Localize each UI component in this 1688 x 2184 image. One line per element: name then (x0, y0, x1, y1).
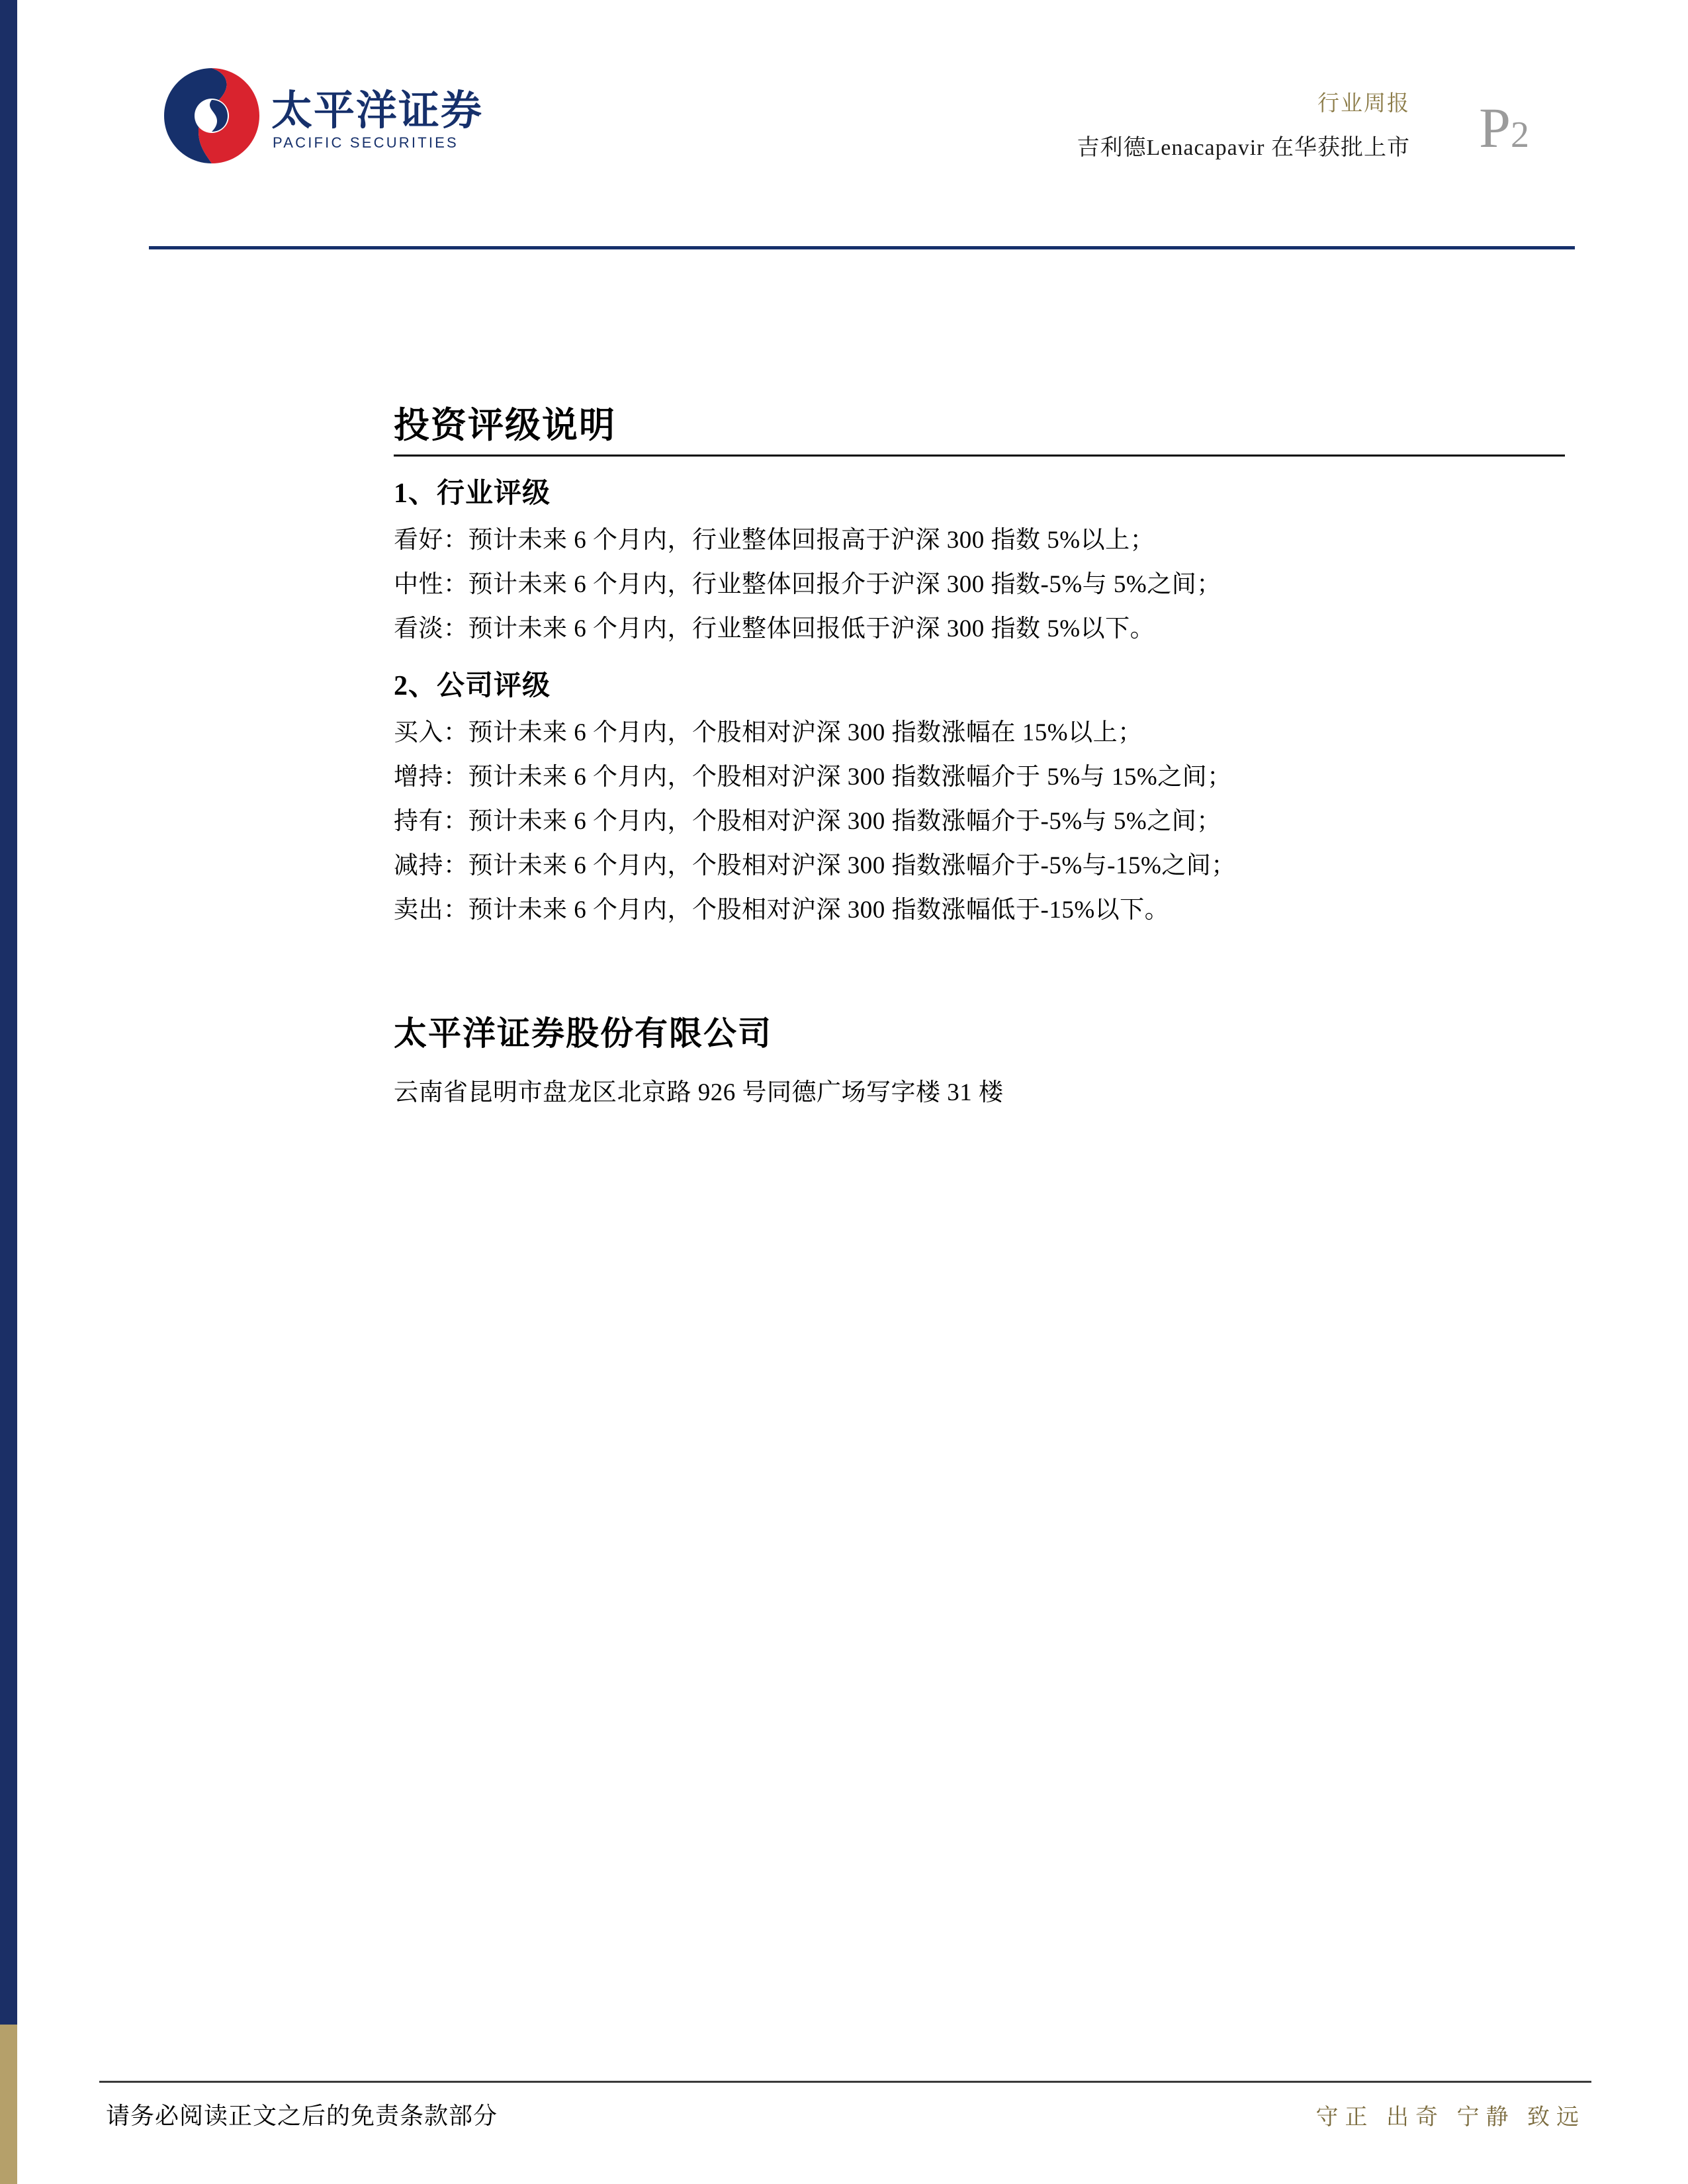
document-kind: 行业周报 (1317, 92, 1410, 116)
footer-divider (99, 2081, 1591, 2083)
rating-line: 减持：预计未来 6 个月内，个股相对沪深 300 指数涨幅介于-5%与-15%之间； (394, 852, 1236, 880)
title-divider (394, 455, 1565, 457)
group-heading-industry: 1、行业评级 (394, 478, 551, 509)
rating-line: 看好：预计未来 6 个月内，行业整体回报高于沪深 300 指数 5%以上； (394, 527, 1155, 554)
brand-name-cn: 太平洋证券 (271, 89, 484, 134)
pacific-securities-logo-icon (159, 63, 265, 169)
footer-disclaimer: 请务必阅读正文之后的免责条款部分 (106, 2103, 498, 2129)
rating-line: 持有：预计未来 6 个月内，个股相对沪深 300 指数涨幅介于-5%与 5%之间； (394, 808, 1222, 836)
left-margin-bar-gold (0, 2025, 17, 2184)
header-text-block (894, 86, 1489, 161)
header-divider (149, 246, 1575, 249)
group-heading-company: 2、公司评级 (394, 671, 551, 702)
page-header (0, 0, 1688, 251)
brand-name-en: PACIFIC SECURITIES (273, 134, 459, 151)
document-title: 吉利德Lenacapavir 在华获批上市 (1077, 136, 1410, 160)
page-number (1479, 96, 1529, 159)
company-address: 云南省昆明市盘龙区北京路 926 号同德广场写字楼 31 楼 (394, 1079, 1004, 1107)
rating-line: 看淡：预计未来 6 个月内，行业整体回报低于沪深 300 指数 5%以下。 (394, 615, 1155, 643)
spacer (394, 934, 1558, 1007)
page-number-value: 2 (1511, 114, 1529, 155)
left-margin-bar-navy (0, 0, 17, 2025)
page-number-prefix: P (1479, 96, 1511, 159)
rating-line: 卖出：预计未来 6 个月内，个股相对沪深 300 指数涨幅低于-15%以下。 (394, 896, 1170, 924)
rating-line: 买入：预计未来 6 个月内，个股相对沪深 300 指数涨幅在 15%以上； (394, 719, 1143, 747)
company-name: 太平洋证券股份有限公司 (394, 1015, 772, 1053)
rating-line: 中性：预计未来 6 个月内，行业整体回报介于沪深 300 指数-5%与 5%之间； (394, 571, 1222, 599)
main-content (394, 397, 1558, 1108)
page-title: 投资评级说明 (394, 406, 616, 445)
rating-line: 增持：预计未来 6 个月内，个股相对沪深 300 指数涨幅介于 5%与 15%之间； (394, 764, 1232, 791)
brand-logo (159, 63, 503, 189)
footer-slogan: 守正 出奇 宁静 致远 (1315, 2105, 1585, 2130)
